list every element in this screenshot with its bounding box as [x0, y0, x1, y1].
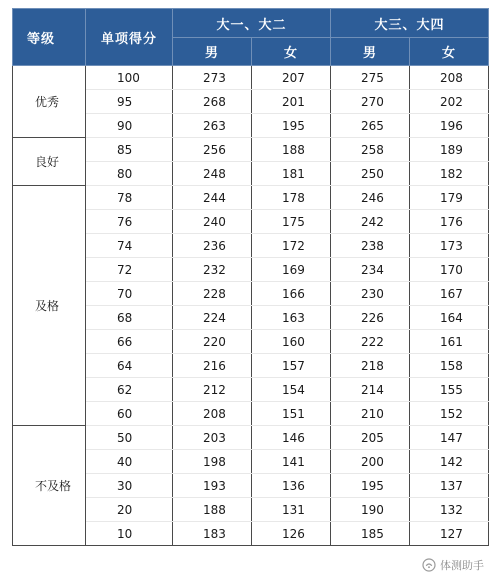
- value-g1-male: 244: [173, 186, 252, 210]
- value-g2-female: 196: [410, 114, 489, 138]
- value-g1-male: 212: [173, 378, 252, 402]
- value-g2-male: 275: [331, 66, 410, 90]
- header-group-junior-senior: 大三、大四: [331, 9, 489, 38]
- score-table: [12, 8, 489, 546]
- value-g1-female: 181: [252, 162, 331, 186]
- value-g1-female: 178: [252, 186, 331, 210]
- value-g2-male: 222: [331, 330, 410, 354]
- value-g2-male: 230: [331, 282, 410, 306]
- value-g1-male: 224: [173, 306, 252, 330]
- score-cell: 85: [86, 138, 173, 162]
- value-g1-male: 256: [173, 138, 252, 162]
- value-g1-female: 166: [252, 282, 331, 306]
- value-g1-female: 126: [252, 522, 331, 546]
- score-cell: 60: [86, 402, 173, 426]
- score-cell: 100: [86, 66, 173, 90]
- value-g1-female: 163: [252, 306, 331, 330]
- value-g1-male: 220: [173, 330, 252, 354]
- value-g2-female: 179: [410, 186, 489, 210]
- value-g1-male: 203: [173, 426, 252, 450]
- value-g2-female: 155: [410, 378, 489, 402]
- value-g1-female: 160: [252, 330, 331, 354]
- value-g2-male: 238: [331, 234, 410, 258]
- value-g1-male: 263: [173, 114, 252, 138]
- header-male-g1: 男: [173, 38, 252, 66]
- value-g1-male: 208: [173, 402, 252, 426]
- score-cell: 20: [86, 498, 173, 522]
- value-g2-male: 250: [331, 162, 410, 186]
- header-group-freshman-sophomore: 大一、大二: [173, 9, 331, 38]
- value-g2-female: 182: [410, 162, 489, 186]
- score-cell: 10: [86, 522, 173, 546]
- value-g2-female: 161: [410, 330, 489, 354]
- value-g1-female: 157: [252, 354, 331, 378]
- value-g2-male: 246: [331, 186, 410, 210]
- header-row-top: [13, 9, 489, 38]
- header-score: 单项得分: [86, 9, 173, 66]
- score-cell: 74: [86, 234, 173, 258]
- score-cell: 62: [86, 378, 173, 402]
- value-g2-female: 142: [410, 450, 489, 474]
- value-g1-female: 201: [252, 90, 331, 114]
- value-g2-female: 132: [410, 498, 489, 522]
- score-cell: 72: [86, 258, 173, 282]
- score-table-container: [12, 8, 488, 546]
- value-g1-female: 141: [252, 450, 331, 474]
- header-female-g2: 女: [410, 38, 489, 66]
- value-g1-male: 193: [173, 474, 252, 498]
- value-g1-female: 195: [252, 114, 331, 138]
- value-g2-female: 189: [410, 138, 489, 162]
- value-g2-male: 226: [331, 306, 410, 330]
- header-grade: 等级: [13, 9, 86, 66]
- value-g2-male: 218: [331, 354, 410, 378]
- value-g1-female: 131: [252, 498, 331, 522]
- value-g1-female: 172: [252, 234, 331, 258]
- watermark-text: 体测助手: [440, 559, 484, 572]
- value-g2-male: 265: [331, 114, 410, 138]
- score-cell: 76: [86, 210, 173, 234]
- header-male-g2: 男: [331, 38, 410, 66]
- score-cell: 78: [86, 186, 173, 210]
- value-g1-female: 151: [252, 402, 331, 426]
- value-g1-female: 188: [252, 138, 331, 162]
- header-female-g1: 女: [252, 38, 331, 66]
- value-g1-male: 183: [173, 522, 252, 546]
- value-g2-male: 270: [331, 90, 410, 114]
- score-cell: 95: [86, 90, 173, 114]
- table-body: [13, 66, 489, 546]
- value-g2-female: 152: [410, 402, 489, 426]
- value-g2-female: 170: [410, 258, 489, 282]
- value-g1-male: 240: [173, 210, 252, 234]
- value-g2-female: 208: [410, 66, 489, 90]
- score-cell: 80: [86, 162, 173, 186]
- value-g1-male: 268: [173, 90, 252, 114]
- value-g2-male: 205: [331, 426, 410, 450]
- value-g1-male: 188: [173, 498, 252, 522]
- wechat-official-account-icon: [422, 558, 436, 572]
- value-g1-male: 216: [173, 354, 252, 378]
- value-g1-male: 228: [173, 282, 252, 306]
- value-g2-male: 190: [331, 498, 410, 522]
- value-g2-male: 210: [331, 402, 410, 426]
- value-g1-male: 232: [173, 258, 252, 282]
- grade-cell: 及格: [13, 186, 86, 426]
- value-g2-male: 258: [331, 138, 410, 162]
- value-g2-male: 195: [331, 474, 410, 498]
- watermark: [420, 557, 486, 573]
- grade-cell: 优秀: [13, 66, 86, 138]
- value-g2-female: 147: [410, 426, 489, 450]
- value-g1-male: 236: [173, 234, 252, 258]
- value-g1-female: 154: [252, 378, 331, 402]
- value-g1-male: 198: [173, 450, 252, 474]
- value-g1-female: 169: [252, 258, 331, 282]
- table-row: [13, 186, 489, 210]
- value-g2-male: 214: [331, 378, 410, 402]
- score-cell: 90: [86, 114, 173, 138]
- value-g1-male: 248: [173, 162, 252, 186]
- grade-cell: 良好: [13, 138, 86, 186]
- score-cell: 66: [86, 330, 173, 354]
- score-cell: 70: [86, 282, 173, 306]
- value-g2-female: 164: [410, 306, 489, 330]
- value-g2-female: 158: [410, 354, 489, 378]
- value-g2-female: 176: [410, 210, 489, 234]
- score-cell: 40: [86, 450, 173, 474]
- value-g1-male: 273: [173, 66, 252, 90]
- value-g2-female: 173: [410, 234, 489, 258]
- score-cell: 50: [86, 426, 173, 450]
- value-g2-female: 127: [410, 522, 489, 546]
- score-cell: 30: [86, 474, 173, 498]
- value-g2-male: 185: [331, 522, 410, 546]
- table-header: [13, 9, 489, 66]
- value-g2-female: 137: [410, 474, 489, 498]
- score-cell: 68: [86, 306, 173, 330]
- score-cell: 64: [86, 354, 173, 378]
- value-g1-female: 207: [252, 66, 331, 90]
- value-g2-female: 167: [410, 282, 489, 306]
- value-g1-female: 146: [252, 426, 331, 450]
- value-g2-female: 202: [410, 90, 489, 114]
- grade-cell: 不及格: [13, 426, 86, 546]
- value-g2-male: 234: [331, 258, 410, 282]
- value-g2-male: 242: [331, 210, 410, 234]
- table-row: [13, 426, 489, 450]
- value-g1-female: 175: [252, 210, 331, 234]
- value-g2-male: 200: [331, 450, 410, 474]
- value-g1-female: 136: [252, 474, 331, 498]
- table-row: [13, 138, 489, 162]
- table-row: [13, 66, 489, 90]
